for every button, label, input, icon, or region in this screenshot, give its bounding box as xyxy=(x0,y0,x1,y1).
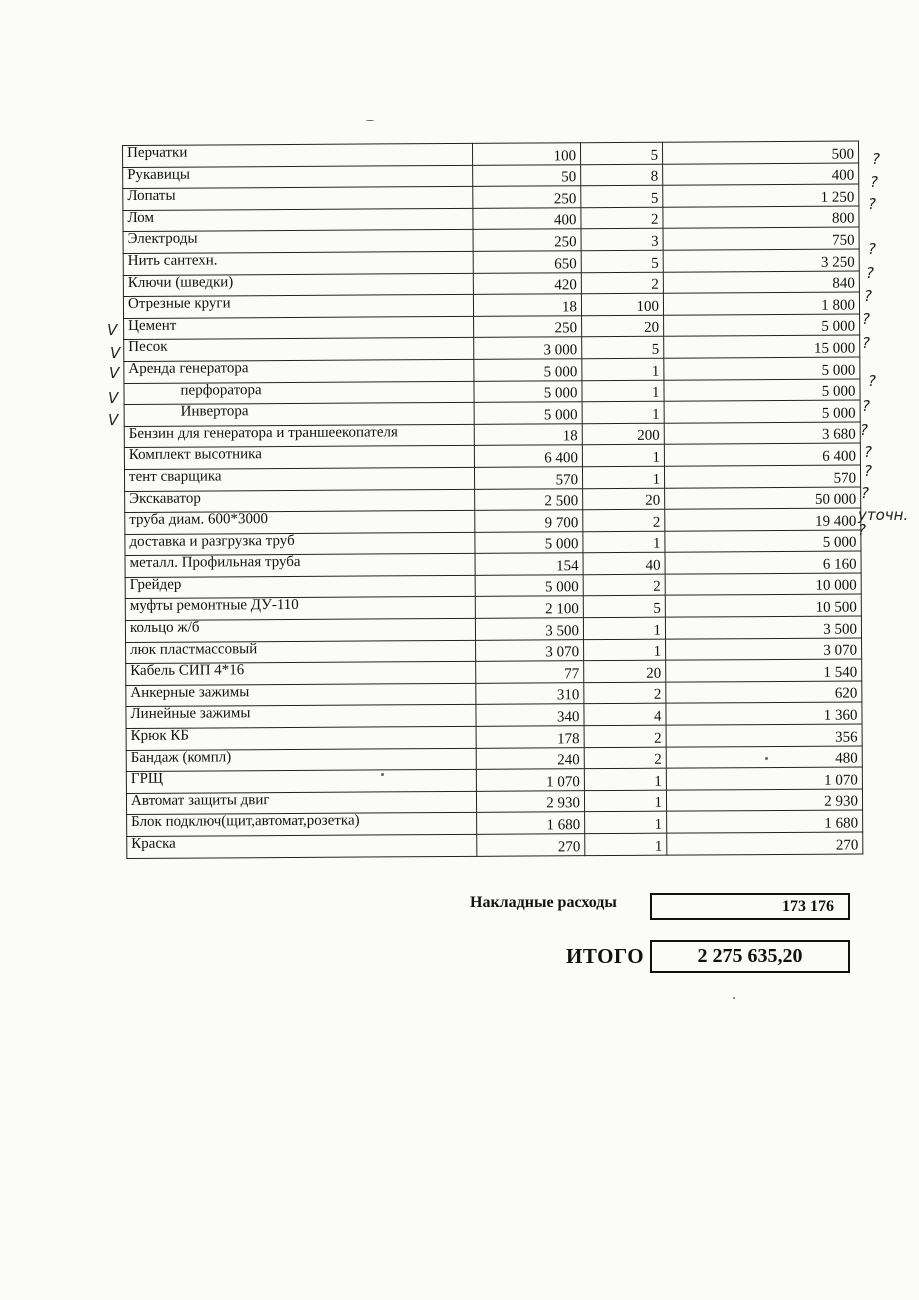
item-qty-cell: 2 xyxy=(584,682,666,704)
item-qty-cell: 1 xyxy=(585,833,667,855)
overhead-label: Накладные расходы xyxy=(470,894,617,911)
item-price-cell: 2 500 xyxy=(475,488,583,510)
item-name-cell: перфоратора xyxy=(124,381,474,405)
handwritten-question-mark: ? xyxy=(860,421,868,439)
item-sum-cell: 2 930 xyxy=(666,789,862,812)
item-name-cell: Анкерные зажимы xyxy=(126,683,476,707)
item-qty-cell: 20 xyxy=(583,488,665,510)
handwritten-question-mark: ? xyxy=(870,173,878,191)
item-name-cell: Электроды xyxy=(123,230,473,254)
item-qty-cell: 20 xyxy=(584,660,666,682)
item-qty-cell: 5 xyxy=(582,337,664,359)
scan-speck xyxy=(381,773,384,776)
item-sum-cell: 15 000 xyxy=(664,335,860,358)
item-sum-cell: 3 500 xyxy=(665,616,861,639)
item-qty-cell: 1 xyxy=(583,531,665,553)
item-name-cell: Лом xyxy=(123,208,473,232)
item-name-cell: Автомат защиты двиг xyxy=(126,791,476,815)
item-qty-cell: 2 xyxy=(583,574,665,596)
item-price-cell: 1 680 xyxy=(477,812,585,834)
handwritten-question-mark: ? xyxy=(862,310,870,328)
item-qty-cell: 40 xyxy=(583,552,665,574)
item-qty-cell: 5 xyxy=(580,142,662,164)
item-qty-cell: 5 xyxy=(581,250,663,272)
item-qty-cell: 1 xyxy=(582,380,664,402)
item-name-cell: металл. Профильная труба xyxy=(125,554,475,578)
item-price-cell: 250 xyxy=(474,315,582,337)
item-name-cell: ГРЩ xyxy=(126,770,476,794)
item-price-cell: 6 400 xyxy=(474,445,582,467)
item-name-cell: Цемент xyxy=(124,316,474,340)
item-sum-cell: 5 000 xyxy=(665,530,861,553)
item-qty-cell: 1 xyxy=(582,445,664,467)
item-qty-cell: 1 xyxy=(583,617,665,639)
item-price-cell: 250 xyxy=(473,229,581,251)
item-name-cell: Экскаватор xyxy=(125,489,475,513)
item-price-cell: 154 xyxy=(475,553,583,575)
item-sum-cell: 5 000 xyxy=(664,379,860,402)
item-name-cell: тент сварщика xyxy=(124,467,474,491)
item-sum-cell: 840 xyxy=(663,271,859,294)
item-price-cell: 5 000 xyxy=(474,402,582,424)
handwritten-question-mark: ? xyxy=(861,484,869,502)
item-price-cell: 3 000 xyxy=(474,337,582,359)
item-sum-cell: 3 680 xyxy=(664,422,860,445)
item-price-cell: 5 000 xyxy=(474,380,582,402)
item-sum-cell: 500 xyxy=(662,141,858,164)
item-qty-cell: 1 xyxy=(584,768,666,790)
item-sum-cell: 1 680 xyxy=(667,810,863,833)
table-row xyxy=(127,832,863,858)
handwritten-question-mark: ? xyxy=(868,240,876,258)
item-price-cell: 2 100 xyxy=(475,596,583,618)
handwritten-check-mark: V xyxy=(108,389,119,407)
item-qty-cell: 2 xyxy=(581,272,663,294)
item-name-cell: муфты ремонтные ДУ-110 xyxy=(125,597,475,621)
handwritten-question-mark: ? xyxy=(864,462,872,480)
item-name-cell: Линейные зажимы xyxy=(126,705,476,729)
item-name-cell: Бандаж (компл) xyxy=(126,748,476,772)
item-price-cell: 77 xyxy=(476,661,584,683)
item-price-cell: 50 xyxy=(473,164,581,186)
handwritten-check-mark: V xyxy=(110,344,121,362)
item-name-cell: Краска xyxy=(127,834,477,858)
item-price-cell: 1 070 xyxy=(476,769,584,791)
total-label: ИТОГО xyxy=(566,944,645,968)
item-name-cell: кольцо ж/б xyxy=(125,618,475,642)
item-sum-cell: 6 160 xyxy=(665,551,861,574)
item-sum-cell: 1 540 xyxy=(666,659,862,682)
item-price-cell: 5 000 xyxy=(475,575,583,597)
item-price-cell: 18 xyxy=(474,423,582,445)
item-qty-cell: 200 xyxy=(582,423,664,445)
item-sum-cell: 570 xyxy=(664,465,860,488)
item-name-cell: Ключи (шведки) xyxy=(123,273,473,297)
item-price-cell: 5 000 xyxy=(474,359,582,381)
item-name-cell: Нить сантехн. xyxy=(123,251,473,275)
item-sum-cell: 1 250 xyxy=(663,184,859,207)
item-qty-cell: 5 xyxy=(583,596,665,618)
item-price-cell: 2 930 xyxy=(476,790,584,812)
item-qty-cell: 1 xyxy=(584,639,666,661)
item-qty-cell: 1 xyxy=(582,401,664,423)
item-sum-cell: 50 000 xyxy=(665,486,861,509)
scan-speck xyxy=(765,757,768,760)
handwritten-question-mark: ? xyxy=(868,195,876,213)
item-sum-cell: 620 xyxy=(666,681,862,704)
cost-table xyxy=(122,140,863,858)
item-price-cell: 3 500 xyxy=(475,618,583,640)
item-sum-cell: 750 xyxy=(663,227,859,250)
item-sum-cell: 10 000 xyxy=(665,573,861,596)
item-qty-cell: 3 xyxy=(581,229,663,251)
item-price-cell: 240 xyxy=(476,747,584,769)
item-price-cell: 400 xyxy=(473,207,581,229)
scan-speck xyxy=(366,120,374,121)
item-price-cell: 250 xyxy=(473,186,581,208)
item-qty-cell: 1 xyxy=(582,466,664,488)
item-qty-cell: 8 xyxy=(581,164,663,186)
item-sum-cell: 480 xyxy=(666,746,862,769)
item-sum-cell: 1 360 xyxy=(666,702,862,725)
item-name-cell: Рукавицы xyxy=(123,165,473,189)
handwritten-note: уточн. ? xyxy=(858,506,909,539)
handwritten-check-mark: V xyxy=(107,321,118,339)
item-qty-cell: 2 xyxy=(581,207,663,229)
item-qty-cell: 1 xyxy=(584,790,666,812)
item-sum-cell: 19 400 xyxy=(665,508,861,531)
item-sum-cell: 356 xyxy=(666,724,862,747)
item-price-cell: 340 xyxy=(476,704,584,726)
item-price-cell: 310 xyxy=(476,683,584,705)
item-qty-cell: 2 xyxy=(583,509,665,531)
item-sum-cell: 5 000 xyxy=(664,357,860,380)
item-sum-cell: 3 070 xyxy=(666,638,862,661)
handwritten-question-mark: ? xyxy=(864,443,872,461)
handwritten-question-mark: ? xyxy=(866,264,874,282)
item-name-cell: Комплект высотника xyxy=(124,446,474,470)
item-name-cell: Инвертора xyxy=(124,402,474,426)
item-name-cell: Кабель СИП 4*16 xyxy=(126,662,476,686)
item-qty-cell: 1 xyxy=(585,812,667,834)
item-name-cell: доставка и разгрузка труб xyxy=(125,532,475,556)
item-qty-cell: 20 xyxy=(582,315,664,337)
item-qty-cell: 2 xyxy=(584,747,666,769)
item-sum-cell: 270 xyxy=(667,832,863,855)
item-name-cell: Аренда генератора xyxy=(124,359,474,383)
item-name-cell: Лопаты xyxy=(123,187,473,211)
item-sum-cell: 1 800 xyxy=(663,292,859,315)
handwritten-question-mark: ? xyxy=(864,287,872,305)
item-price-cell: 18 xyxy=(473,294,581,316)
item-price-cell: 3 070 xyxy=(476,639,584,661)
item-sum-cell: 10 500 xyxy=(665,594,861,617)
item-price-cell: 178 xyxy=(476,726,584,748)
item-name-cell: Песок xyxy=(124,338,474,362)
handwritten-question-mark: ? xyxy=(862,397,870,415)
handwritten-check-mark: V xyxy=(109,364,120,382)
item-name-cell: Крюк КБ xyxy=(126,726,476,750)
item-name-cell: труба диам. 600*3000 xyxy=(125,510,475,534)
item-sum-cell: 400 xyxy=(663,163,859,186)
item-price-cell: 5 000 xyxy=(475,531,583,553)
item-qty-cell: 5 xyxy=(581,185,663,207)
item-sum-cell: 6 400 xyxy=(664,443,860,466)
item-sum-cell: 3 250 xyxy=(663,249,859,272)
item-sum-cell: 800 xyxy=(663,206,859,229)
handwritten-question-mark: ? xyxy=(862,334,870,352)
item-name-cell: Бензин для генератора и траншеекопателя xyxy=(124,424,474,448)
handwritten-question-mark: ? xyxy=(868,372,876,390)
item-name-cell: Грейдер xyxy=(125,575,475,599)
handwritten-question-mark: ? xyxy=(872,150,880,168)
item-qty-cell: 4 xyxy=(584,704,666,726)
item-qty-cell: 2 xyxy=(584,725,666,747)
item-price-cell: 650 xyxy=(473,251,581,273)
item-sum-cell: 5 000 xyxy=(664,400,860,423)
handwritten-check-mark: V xyxy=(108,411,119,429)
item-price-cell: 100 xyxy=(472,143,580,165)
item-price-cell: 270 xyxy=(477,834,585,856)
total-value: 2 275 635,20 xyxy=(650,940,850,973)
item-price-cell: 570 xyxy=(474,467,582,489)
item-qty-cell: 100 xyxy=(581,293,663,315)
item-sum-cell: 1 070 xyxy=(666,767,862,790)
item-qty-cell: 1 xyxy=(582,358,664,380)
item-name-cell: Блок подключ(щит,автомат,розетка) xyxy=(127,813,477,837)
scan-speck xyxy=(733,997,735,999)
item-price-cell: 9 700 xyxy=(475,510,583,532)
overhead-value: 173 176 xyxy=(650,893,850,920)
item-name-cell: люк пластмассовый xyxy=(126,640,476,664)
item-price-cell: 420 xyxy=(473,272,581,294)
item-name-cell: Перчатки xyxy=(123,143,473,167)
item-sum-cell: 5 000 xyxy=(664,314,860,337)
item-name-cell: Отрезные круги xyxy=(123,295,473,319)
